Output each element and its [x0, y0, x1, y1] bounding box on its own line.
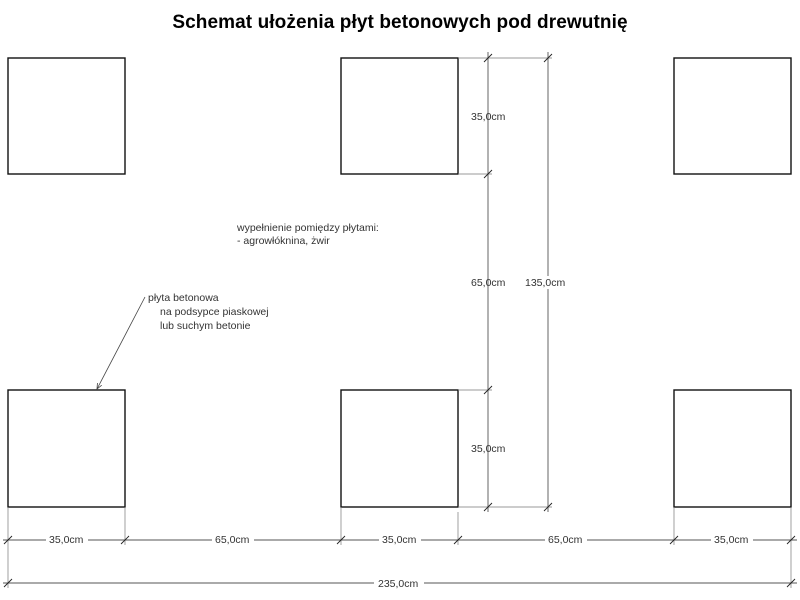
horizontal-total-dimension-label: 235,0cm — [378, 578, 419, 590]
filling-note-line2: - agrowłóknina, żwir — [237, 235, 330, 247]
slab-top-left — [8, 58, 125, 174]
vertical-total-dimension-label: 135,0cm — [525, 277, 566, 289]
slab-note-line3: lub suchym betonie — [160, 320, 251, 332]
horizontal-dimension-label-5: 35,0cm — [714, 534, 749, 546]
slab-bottom-middle — [341, 390, 458, 507]
horizontal-dimension-label-4: 65,0cm — [548, 534, 583, 546]
vertical-dimension-label-1: 35,0cm — [471, 111, 506, 123]
filling-note-line1: wypełnienie pomiędzy płytami: — [237, 222, 379, 234]
slab-note-line2: na podsypce piaskowej — [160, 306, 269, 318]
slab-note-line1: płyta betonowa — [148, 292, 219, 304]
vertical-dimension-label-2: 65,0cm — [471, 277, 506, 289]
diagram-title: Schemat ułożenia płyt betonowych pod drewutnię — [172, 12, 628, 33]
horizontal-dimension-label-2: 65,0cm — [215, 534, 250, 546]
horizontal-dimension-label-3: 35,0cm — [382, 534, 417, 546]
slab-note-leader-arrow — [97, 297, 145, 389]
slab-top-right — [674, 58, 791, 174]
slab-bottom-left — [8, 390, 125, 507]
slab-top-middle — [341, 58, 458, 174]
slab-bottom-right — [674, 390, 791, 507]
vertical-dimension-label-3: 35,0cm — [471, 443, 506, 455]
horizontal-dimension-label-1: 35,0cm — [49, 534, 84, 546]
